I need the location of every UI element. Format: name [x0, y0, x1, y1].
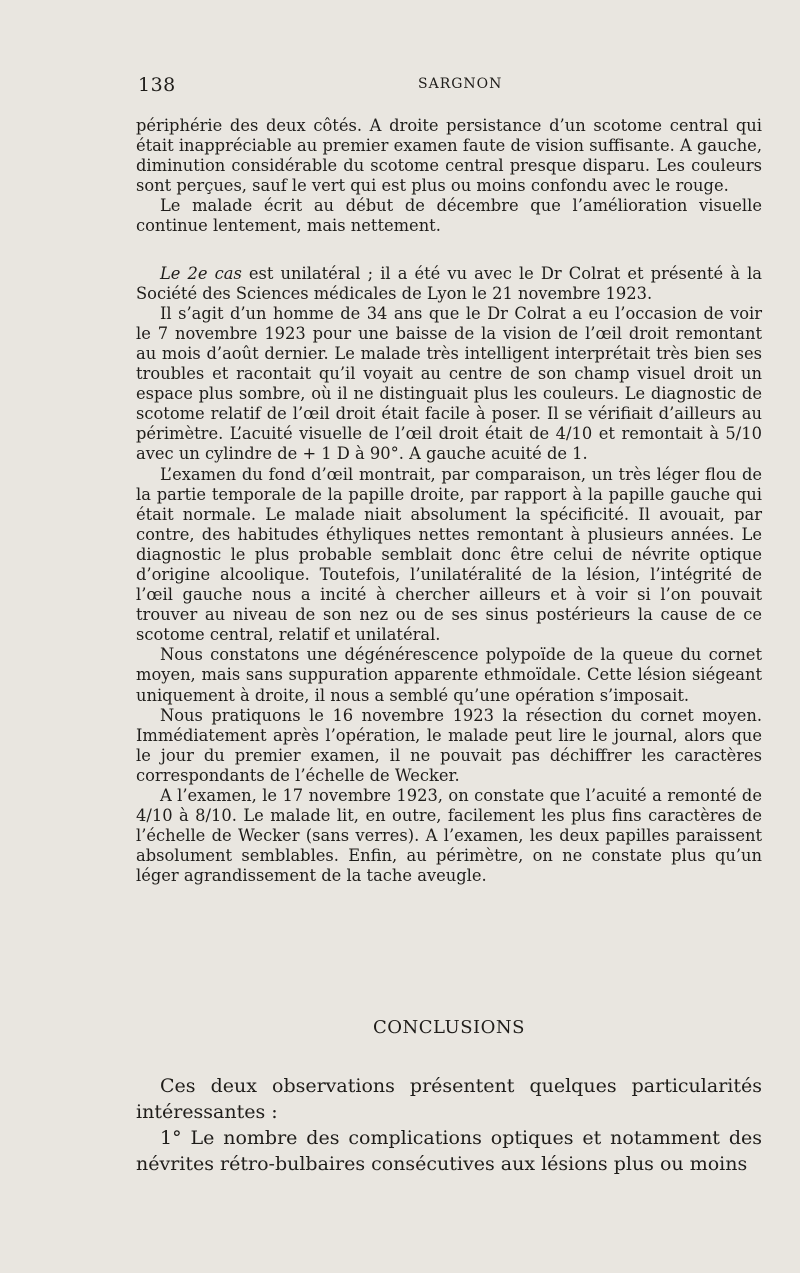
paragraph: périphérie des deux côtés. A droite persistance d’un scotome central qui était inappréciable au premier examen faute de vision suffisante. A gauche, diminution considérable du scotome central presque disparu. Les couleurs sont perçues, sauf le vert qui est plus ou moins confondu avec le rouge.	[136, 116, 762, 196]
case-text: est unilatéral ; il a été vu avec le Dr Colrat et présenté à la Société des Sciences médicales de Lyon le 21 novembre 1923.	[136, 263, 762, 303]
section-heading: CONCLUSIONS	[373, 1017, 525, 1038]
conclusions-intro: Ces deux observations présentent quelques particularités intéressantes :	[136, 1075, 762, 1123]
paragraph: Le malade écrit au début de décembre que l’amélioration visuelle continue lentement, mais nettement.	[136, 196, 762, 236]
conclusions-item: 1° Le nombre des complications optiques et notamment des névrites rétro-bulbaires consécutives aux lésions plus ou moins	[136, 1127, 762, 1175]
conclusions-text	[136, 1073, 762, 1177]
paragraph: Il s’agit d’un homme de 34 ans que le Dr Colrat a eu l’occasion de voir le 7 novembre 1923 pour une baisse de la vision de l’œil droit remontant au mois d’août dernier. Le malade très intelligent interprétait très bien ses troubles et racontait qu’il voyait au centre de son champ visuel droit un espace plus sombre, où il ne distinguait plus les couleurs. Le diagnostic de scotome relatif de l’œil droit était facile à poser. Il se vérifiait d’ailleurs au périmètre. L’acuité visuelle de l’œil droit était de 4/10 et remontait à 5/10 avec un cylindre de + 1 D à 90°. A gauche acuité de 1.	[136, 303, 762, 464]
case-label: Le 2e cas	[160, 263, 242, 283]
paragraph: Nous pratiquons le 16 novembre 1923 la résection du cornet moyen. Immédiatement après l’opération, le malade peut lire le journal, alors que le jour du premier examen, il ne pouvait pas déchiffrer les caractères correspondants de l’échelle de Wecker.	[136, 705, 762, 785]
running-title: SARGNON	[418, 76, 503, 92]
paragraph: A l’examen, le 17 novembre 1923, on constate que l’acuité a remonté de 4/10 à 8/10. Le malade lit, en outre, facilement les plus fins caractères de l’échelle de Wecker (sans verres). A l’examen, les deux papilles paraissent absolument semblables. Enfin, au périmètre, on ne constate plus qu’un léger agrandissement de la tache aveugle.	[136, 786, 762, 886]
page-number: 138	[138, 74, 176, 96]
body-text	[136, 116, 762, 886]
section-gap	[136, 237, 762, 264]
case-paragraph	[136, 264, 762, 304]
page-header	[138, 74, 768, 98]
paragraph: L’examen du fond d’œil montrait, par comparaison, un très léger flou de la partie temporale de la papille droite, par rapport à la papille gauche qui était normale. Le malade niait absolument la spécificité. Il avouait, par contre, des habitudes éthyliques nettes remontant à plusieurs années. Le diagnostic le plus probable semblait donc être celui de névrite optique d’origine alcoolique. Toutefois, l’unilatéralité de la lésion, l’intégrité de l’œil gauche nous a incité à chercher ailleurs et à voir si l’on pouvait trouver au niveau de son nez ou de ses sinus postérieurs la cause de ce scotome central, relatif et unilatéral.	[136, 464, 762, 645]
paragraph: Nous constatons une dégénérescence polypoïde de la queue du cornet moyen, mais sans suppuration apparente ethmoïdale. Cette lésion siégeant uniquement à droite, il nous a semblé qu’une opération s’imposait.	[136, 645, 762, 705]
